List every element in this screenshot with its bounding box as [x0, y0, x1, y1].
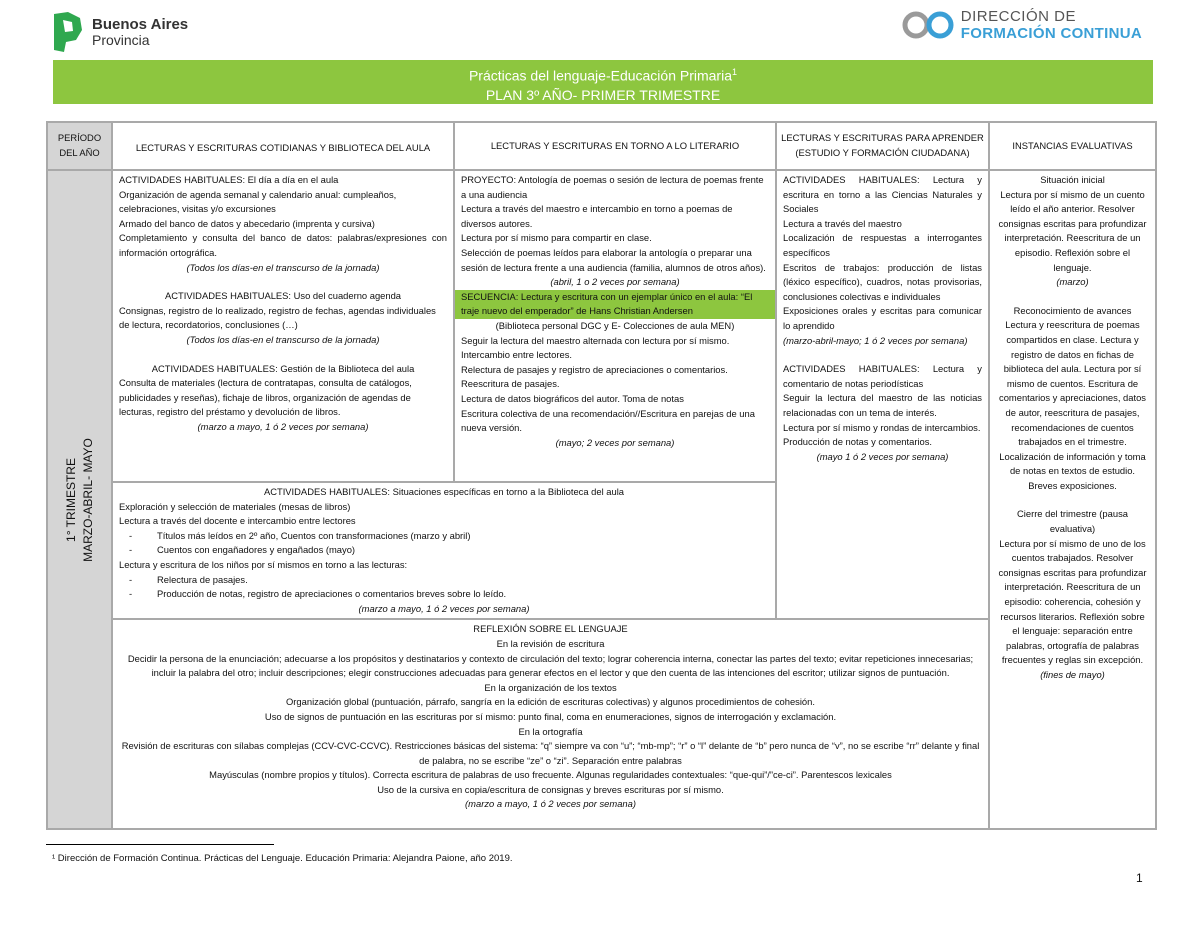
text-line: Uso de signos de puntuación en las escrituras por sí mismo: punto final, coma en enumeraciones, signos de interrogación y exclamación. — [264, 710, 837, 722]
text-line: Seguir la lectura del maestro alternada con lectura por sí mismo. Intercambio entre lectores. — [461, 334, 730, 361]
frequency-note: (marzo a mayo, 1 ó 2 veces por semana) — [358, 602, 530, 614]
col1-cell — [112, 170, 454, 482]
proyecto-title: PROYECTO: Antología de poemas o sesión de lectura de poemas frente a una audiencia — [461, 174, 764, 200]
frequency-note: (Todos los días-en el transcurso de la jornada) — [186, 333, 380, 345]
text-line: Producción de notas y comentarios. — [783, 436, 933, 448]
text-line: Organización global (puntuación, párrafo, sangría en la edición de escrituras colectivas) y algunos procedimientos de cohesión. — [286, 696, 815, 708]
text-line: Lectura por sí mismo de un cuento leído el año anterior. Resolver consignas escritas para profundizar interpretación. Reescritura de un episodio. Reflexión sobre el lenguaje. — [998, 188, 1147, 273]
header-col1: LECTURAS Y ESCRITURAS COTIDIANAS Y BIBLIOTECA DEL AULA — [112, 122, 454, 170]
text-line: Escritos de trabajos: producción de listas (léxico específico), cuadros, notas provisorias, conclusiones colectivas e individuales — [783, 261, 982, 302]
period-months: MARZO-ABRIL- MAYO — [80, 437, 95, 562]
header-col3: LECTURAS Y ESCRITURAS PARA APRENDER (ESTUDIO Y FORMACIÓN CIUDADANA) — [776, 122, 989, 170]
dia-a-dia-title: ACTIVIDADES HABITUALES: El día a día en el aula — [119, 174, 339, 185]
text-line: Consulta de materiales (lectura de contratapas, consulta de catálogos, publicidades y reseñas), fichaje de libros, organización de agendas de lecturas, registro del préstamo y devolución de libros. — [119, 377, 412, 418]
text-line: Lectura por sí mismo para compartir en clase. — [461, 232, 652, 244]
buenos-aires-logo — [50, 10, 188, 54]
content-row-1 — [47, 170, 1156, 482]
text-line: Relectura de pasajes y registro de apreciaciones o comentarios. Reescritura de pasajes. — [461, 363, 728, 390]
notas-periodisticas-title: ACTIVIDADES HABITUALES: Lectura y comentario de notas periodísticas — [783, 363, 982, 389]
reflexion-cell — [112, 619, 989, 829]
frequency-note: (fines de mayo) — [1040, 669, 1105, 680]
col3-cell — [776, 170, 989, 619]
infinity-logo-icon — [901, 10, 955, 40]
frequency-note: (abril, 1 o 2 veces por semana) — [550, 276, 680, 288]
frequency-note: (marzo a mayo, 1 ó 2 veces por semana) — [465, 798, 636, 810]
header-period: PERÍODO DEL AÑO — [47, 122, 112, 170]
text-line: Lectura por sí mismo y rondas de intercambios. — [783, 421, 981, 433]
text-line: Consignas, registro de lo realizado, registro de fechas, agendas individuales de lectura, recordatorios, conclusiones (…) — [119, 304, 436, 331]
text-line: Seguir la lectura del maestro de las noticias relacionadas con un tema de interés. — [783, 392, 982, 418]
title-banner — [53, 60, 1153, 104]
logo-line2: FORMACIÓN CONTINUA — [960, 25, 1142, 42]
text-line: Lectura y escritura de los niños por sí mismos en torno a las lecturas: — [119, 558, 408, 570]
header-col4: INSTANCIAS EVALUATIVAS — [989, 122, 1156, 170]
text-line: Localización de respuestas a interrogantes específicos — [783, 232, 982, 258]
ortografia-heading: En la ortografía — [518, 725, 583, 737]
text-line: Escritura colectiva de una recomendación//Escritura en parejas de una nueva versión. — [461, 407, 755, 434]
frequency-note: (marzo a mayo, 1 ó 2 veces por semana) — [197, 420, 369, 432]
text-line: Revisión de escrituras con sílabas complejas (CCV-CVC-CCVC). Restricciones básicas del sistema: “q” siempre va con “u”; “mb-mp”; “r” o “l” delante de “b” pero nunca de “v”, no se escribe “rr” delante y final de palabra, no se escribe “ze” o “zi”. Separación entre palabras — [121, 740, 980, 766]
text-line: (Biblioteca personal DGC y E- Colecciones de aula MEN) — [495, 319, 735, 331]
logo-line2: Provincia — [92, 32, 150, 48]
text-line: Armado del banco de datos y abecedario (imprenta y cursiva) — [119, 217, 375, 229]
period-cell — [47, 170, 112, 829]
text-line: Lectura por sí mismo de uno de los cuentos trabajados. Resolver consignas escritas para profundizar interpretación. Reescritura de un episodio: coherencia, cohesión y recursos literarios. Reflexión sobre el lenguaje: separación entre palabras, ortografía de palabras frecuentes y reglas sin excepción. — [998, 537, 1147, 666]
text-line: Lectura y reescritura de poemas compartidos en clase. Lectura y registro de datos en fichas de biblioteca del aula. Lectura por sí mismo de cuentos. Escritura de comentarios y apreciaciones, datos de autor, reescritura de pasajes, recomendaciones de cuentos trabajados en el trimestre. Localización de información y toma de notas en textos de estudio. Breves exposiciones. — [999, 319, 1146, 491]
document-title: Prácticas del lenguaje-Educación Primaria — [468, 67, 732, 84]
list-item: - Títulos más leídos en 2º año, Cuentos con transformaciones (marzo y abril) — [129, 529, 471, 541]
organizacion-heading: En la organización de los textos — [484, 681, 617, 693]
page-number: 1 — [1136, 871, 1143, 885]
frequency-note: (Todos los días-en el transcurso de la jornada) — [186, 261, 380, 273]
text-line: Completamiento y consulta del banco de datos: palabras/expresiones con información ortográfica. — [119, 232, 447, 258]
header-col2: LECTURAS Y ESCRITURAS EN TORNO A LO LITERARIO — [454, 122, 776, 170]
logo-line1: DIRECCIÓN DE — [960, 8, 1076, 25]
footnote: ¹ Dirección de Formación Continua. Prácticas del Lenguaje. Educación Primaria: Alejandra Paione, año 2019. — [52, 853, 513, 864]
header-row — [47, 122, 1156, 170]
text-line: Lectura de datos biográficos del autor. Toma de notas — [461, 392, 684, 404]
col2-cell — [454, 170, 776, 482]
footnote-mark: 1 — [732, 67, 738, 77]
document-subtitle: PLAN 3º AÑO- PRIMER TRIMESTRE — [485, 86, 721, 103]
cuaderno-agenda-title: ACTIVIDADES HABITUALES: Uso del cuaderno agenda — [164, 290, 402, 302]
secuencia-highlight: SECUENCIA: Lectura y escritura con un ejemplar único en el aula: “El traje nuevo del emperador” de Hans Christian Andersen — [455, 290, 775, 319]
frequency-note: (marzo) — [1056, 276, 1089, 288]
cierre-title: Cierre del trimestre (pausa evaluativa) — [1017, 508, 1128, 535]
text-line: Mayúsculas (nombre propios y títulos). Correcta escritura de palabras de uso frecuente. Algunas regularidades contextuales: “que-qui”/”ce-ci”. Parentescos lexicales — [209, 769, 892, 781]
period-trimestre: 1° TRIMESTRE — [63, 457, 78, 542]
text-line: Exploración y selección de materiales (mesas de libros) — [119, 500, 351, 512]
list-item: - Relectura de pasajes. — [129, 573, 248, 585]
plan-table — [46, 121, 1157, 830]
text-line: Lectura a través del maestro e intercambio en torno a poemas de diversos autores. — [461, 203, 733, 229]
situaciones-cell — [112, 482, 776, 619]
province-map-icon — [50, 10, 84, 54]
text-line: Exposiciones orales y escritas para comunicar lo aprendido — [783, 305, 982, 331]
list-item: - Producción de notas, registro de apreciaciones o comentarios breves sobre lo leído. — [129, 588, 507, 600]
situaciones-title: ACTIVIDADES HABITUALES: Situaciones específicas en torno a la Biblioteca del aula — [263, 486, 625, 497]
situacion-inicial-title: Situación inicial — [1040, 174, 1105, 185]
footnote-divider — [46, 844, 274, 845]
text-line: Decidir la persona de la enunciación; adecuarse a los propósitos y destinatarios y contexto de circulación del texto; lograr coherencia interna, conectar las partes del texto; evitar repeticiones innecesarias; incluir la palabra del otro; incluir descripciones; elegir construcciones adecuadas para generar efectos en el lector y que den cuenta de las intenciones del escritor; utilizar signos de puntuación. — [127, 652, 974, 679]
text-line: Uso de la cursiva en copia/escritura de consignas y breves escrituras por sí mismo. — [377, 783, 724, 795]
text-line: Lectura a través del maestro — [783, 217, 902, 229]
ciencias-title: ACTIVIDADES HABITUALES: Lectura y escritura en torno a las Ciencias Naturales y Sociales — [783, 174, 982, 215]
text-line: Organización de agenda semanal y calendario anual: cumpleaños, celebraciones, visitas y/o excursiones — [119, 188, 397, 215]
reflexion-title: REFLEXIÓN SOBRE EL LENGUAJE — [473, 623, 628, 635]
revision-heading: En la revisión de escritura — [496, 637, 605, 649]
text-line: Lectura a través del docente e intercambio entre lectores — [119, 515, 356, 527]
frequency-note: (marzo-abril-mayo; 1 ó 2 veces por semana) — [783, 334, 968, 346]
frequency-note: (mayo 1 ó 2 veces por semana) — [816, 450, 949, 462]
formacion-continua-logo — [901, 9, 1142, 41]
col4-cell — [989, 170, 1156, 829]
logo-line1: Buenos Aires — [92, 16, 189, 33]
text-line: Selección de poemas leídos para elaborar la antología o preparar una sesión de lectura frente a una audiencia (familia, alumnos de otros años). — [461, 246, 766, 273]
frequency-note: (mayo; 2 veces por semana) — [555, 436, 675, 448]
avances-title: Reconocimiento de avances — [1013, 304, 1132, 316]
list-item: - Cuentos con engañadores y engañados (mayo) — [129, 544, 356, 556]
biblioteca-title: ACTIVIDADES HABITUALES: Gestión de la Biblioteca del aula — [151, 362, 415, 374]
